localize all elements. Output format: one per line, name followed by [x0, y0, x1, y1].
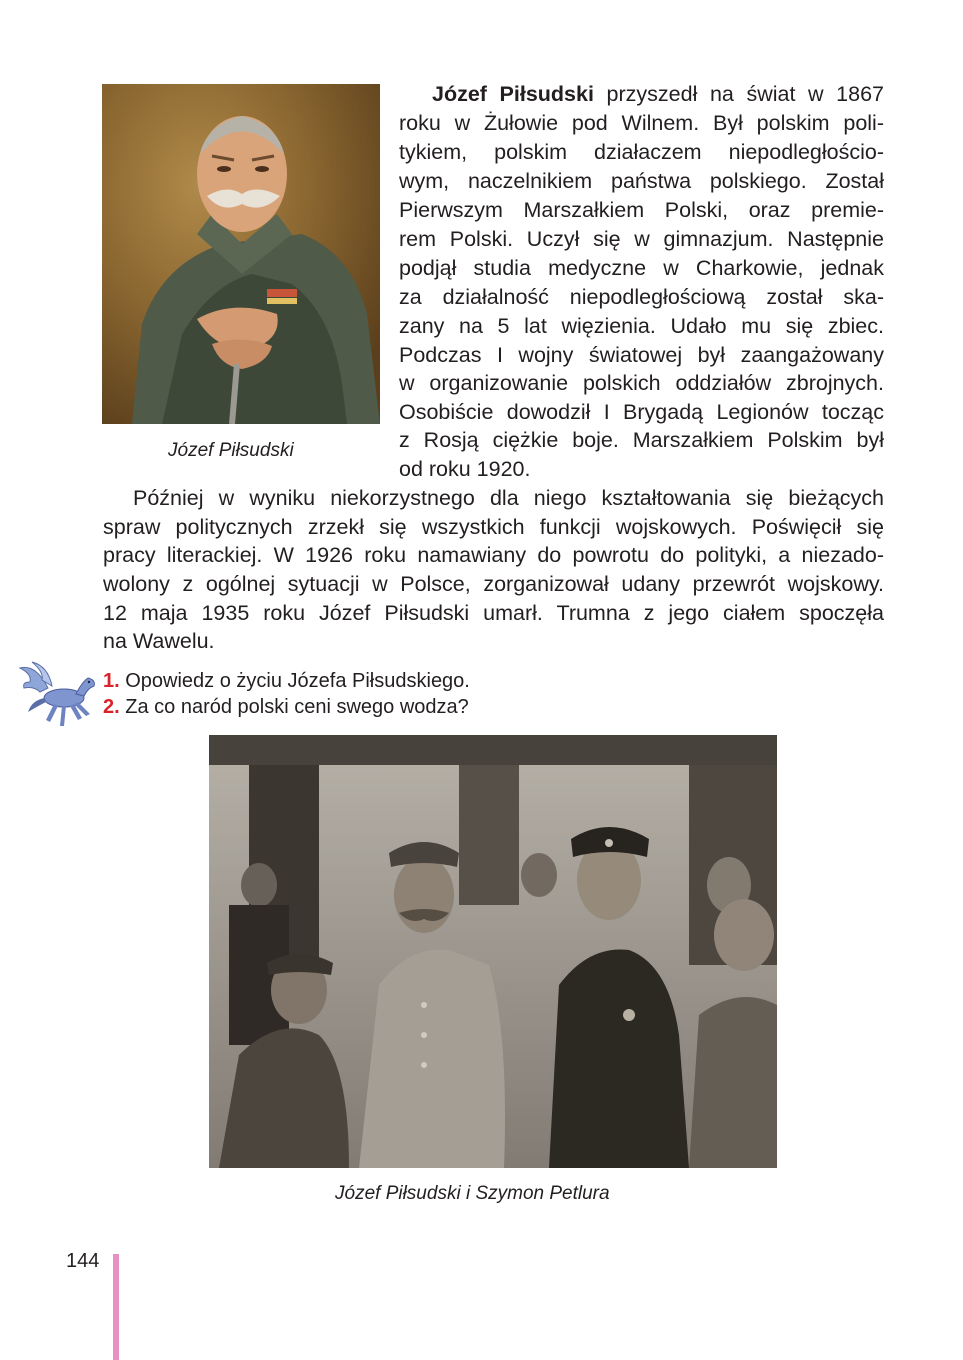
question-2-number: 2. — [103, 696, 120, 718]
question-2-text: Za co naród polski ceni swego wodza? — [119, 696, 469, 718]
intro-line-2: roku w Żułowie pod Wilnem. Był polskim poli- — [399, 111, 884, 135]
intro-line-4: wym, naczelnikiem państwa polskiego. Został — [399, 169, 884, 193]
page-edge-bar — [113, 1254, 119, 1360]
intro-line-5: Pierwszym Marszałkiem Polski, oraz premie- — [399, 198, 884, 222]
intro-name: Józef Piłsudski — [432, 82, 594, 106]
intro-line-10: Podczas I wojny światowej był zaangażowany — [399, 343, 884, 367]
paragraph2-line-4: wolony z ogólnej sytuacji w Polsce, zorganizował udany przewrót wojskowy. — [103, 572, 884, 596]
paragraph2-line-1: Później w wyniku niekorzystnego dla niego kształtowania się bieżących — [133, 486, 884, 510]
intro-line-13: z Rosją ciężkie boje. Marszałkiem Polskim był — [399, 428, 884, 452]
intro-line-3: tykiem, polskim działaczem niepodległościo- — [399, 140, 884, 164]
questions-list — [103, 668, 470, 720]
paragraph2-line-2: spraw politycznych zrzekł się wszystkich funkcji wojskowych. Poświęcił się — [103, 515, 884, 539]
intro-line-14: od roku 1920. — [399, 457, 531, 481]
photo-caption: Józef Piłsudski i Szymon Petlura — [335, 1183, 610, 1204]
paragraph2-line-5: 12 maja 1935 roku Józef Piłsudski umarł. Trumna z jego ciałem spoczęła — [103, 601, 884, 625]
question-1-number: 1. — [103, 670, 120, 692]
intro-line-12: Osobiście dowodził I Brygadą Legionów tocząc — [399, 400, 884, 424]
paragraph2-line-6: na Wawelu. — [103, 629, 215, 653]
intro-line-11: w organizowanie polskich oddziałów zbrojnych. — [399, 371, 884, 395]
intro-line-6: rem Polski. Uczył się w gimnazjum. Następnie — [399, 227, 884, 251]
intro-line-9: zany na 5 lat więzienia. Udało mu się zbiec. — [399, 314, 884, 338]
pegasus-icon — [18, 660, 100, 730]
question-1 — [103, 668, 470, 694]
intro-line-7: podjął studia medyczne w Charkowie, jednak — [399, 256, 884, 280]
paragraph2-line-3: pracy literackiej. W 1926 roku namawiany do powrotu do polityki, a niezado- — [103, 543, 884, 567]
question-2 — [103, 694, 470, 720]
portrait-caption: Józef Piłsudski — [168, 440, 294, 461]
intro-line-1 — [399, 80, 884, 109]
intro-line-8: za działalność niepodległościową został ska- — [399, 285, 884, 309]
intro-line-1-text: przyszedł na świat w 1867 — [593, 82, 884, 106]
question-1-text: Opowiedz o życiu Józefa Piłsudskiego. — [119, 670, 470, 692]
portrait-painting — [102, 84, 380, 424]
historical-photo — [209, 735, 777, 1168]
page-number: 144 — [66, 1250, 100, 1272]
